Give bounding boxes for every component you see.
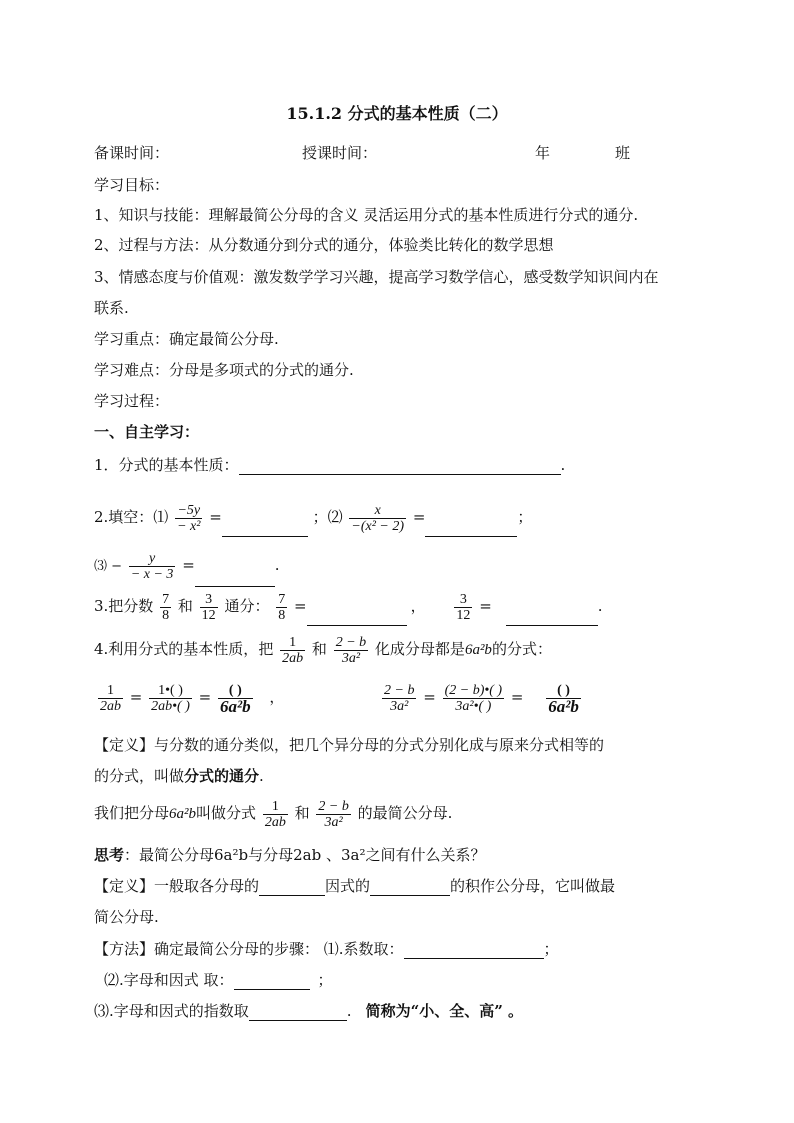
class-label: 班 xyxy=(615,144,631,162)
question-1-end: . xyxy=(560,456,566,474)
definition-term: 分式的通分 xyxy=(184,767,260,785)
fraction xyxy=(129,551,176,582)
numerator: 1 xyxy=(280,635,305,651)
fraction xyxy=(454,592,472,623)
work-line-left xyxy=(96,677,284,717)
step-end: . xyxy=(346,1002,352,1020)
question-5-text: 化成分母都是 xyxy=(374,640,465,658)
lcd-text: 叫做分式 xyxy=(196,804,257,822)
definition-text: 的积作公分母，它叫做最 xyxy=(450,877,616,895)
question-1 xyxy=(94,455,565,475)
fraction xyxy=(334,635,368,666)
question-4-text: 通分： xyxy=(224,597,270,615)
and-text: 和 xyxy=(311,640,327,658)
fraction xyxy=(149,683,192,714)
definition-text: 【定义】一般取各分母的 xyxy=(94,877,260,895)
question-4-text: 3.把分数 xyxy=(94,597,154,615)
equals-sign: = xyxy=(129,688,143,706)
year-label: 年 xyxy=(535,144,551,162)
question-5 xyxy=(94,629,552,670)
fraction xyxy=(316,799,350,830)
step-2 xyxy=(104,970,333,990)
numerator: (2 − b)•( ) xyxy=(444,682,503,698)
numerator: 1 xyxy=(98,683,123,699)
lcd-statement xyxy=(94,793,452,834)
denominator: 3a²•( ) xyxy=(455,698,492,714)
lcd-text: 的最简公分母. xyxy=(357,804,453,822)
step-text: ⑶.字母和因式的指数取 xyxy=(94,1002,249,1020)
question-4 xyxy=(94,586,603,626)
question-3 xyxy=(94,545,280,587)
numerator: 1 xyxy=(263,799,288,815)
think-label: 思考 xyxy=(94,846,125,864)
answer-blank[interactable] xyxy=(222,520,308,537)
think-text: ：最简公分母6a²b与分母2ab 、3a²之间有什么关系？ xyxy=(124,846,486,864)
answer-blank[interactable] xyxy=(195,570,275,587)
denominator: 12 xyxy=(201,607,216,623)
and-text: 和 xyxy=(177,597,193,615)
answer-blank[interactable] xyxy=(404,942,544,959)
question-2-sep: ；⑵ xyxy=(312,508,343,526)
fraction xyxy=(443,683,505,714)
denominator: 3a² xyxy=(341,650,361,666)
section-heading: 一、自主学习： xyxy=(94,423,200,441)
answer-blank[interactable] xyxy=(506,609,598,626)
definition-1-cont xyxy=(94,766,264,786)
numerator: 7 xyxy=(162,591,170,607)
fraction xyxy=(349,503,406,534)
answer-blank[interactable] xyxy=(259,879,325,896)
fraction xyxy=(200,592,218,623)
equals-sign: = xyxy=(479,597,492,615)
numerator: 7 xyxy=(278,591,286,607)
numerator: 2 − b xyxy=(335,634,367,650)
objective-2: 2、过程与方法：从分数通分到分式的通分，体验类比转化的数学思想 xyxy=(94,236,554,254)
key-point: 学习重点：确定最简公分母. xyxy=(94,330,279,348)
process-heading: 学习过程： xyxy=(94,392,170,410)
denominator: 2ab xyxy=(282,650,304,666)
definition-text: 的分式，叫做 xyxy=(94,767,185,785)
page-title: 15.1.2 分式的基本性质（二） xyxy=(286,104,508,123)
question-5-text: 的分式： xyxy=(491,640,552,658)
question-2-label: 2.填空：⑴ xyxy=(94,508,169,526)
numerator: x xyxy=(349,503,406,519)
equals-sign: = xyxy=(423,688,436,706)
question-5-text: 4.利用分式的基本性质，把 xyxy=(94,640,274,658)
numerator: ( ) xyxy=(546,683,581,699)
objective-3-cont: 联系. xyxy=(94,299,129,317)
denominator: 12 xyxy=(456,607,471,623)
method-text: 【方法】确定最简公分母的步骤： ⑴.系数取： xyxy=(94,940,404,958)
denominator: − x − 3 xyxy=(130,566,174,582)
numerator: ( ) xyxy=(218,683,253,699)
question-3-end: . xyxy=(274,556,280,574)
definition-text: 因式的 xyxy=(325,877,371,895)
step-text: ⑵.字母和因式 取： xyxy=(104,971,234,989)
lcd-expr: 6a²b xyxy=(169,806,197,822)
and-text: 和 xyxy=(294,804,310,822)
fraction xyxy=(280,635,305,666)
answer-blank[interactable] xyxy=(249,1004,347,1021)
fraction xyxy=(382,683,416,714)
equals-sign: = xyxy=(510,688,524,706)
numerator: 1•( ) xyxy=(149,683,192,699)
fraction xyxy=(175,503,202,534)
step-end: ； xyxy=(317,971,333,989)
question-2-end: ； xyxy=(517,508,533,526)
denominator: 8 xyxy=(162,607,170,623)
definition-end: . xyxy=(259,767,264,785)
equals-sign: = xyxy=(209,508,222,526)
denominator: 2ab•( ) xyxy=(151,698,190,714)
objective-3: 3、情感态度与价值观：激发数学学习兴趣，提高学习数学信心，感受数学知识间内在 xyxy=(94,268,659,286)
definition-2 xyxy=(94,876,615,896)
teach-time-label: 授课时间： xyxy=(302,144,378,162)
denominator: 3a² xyxy=(324,814,343,830)
target-denominator: 6a²b xyxy=(464,642,492,658)
equals-sign: = xyxy=(182,556,195,574)
objectives-heading: 学习目标： xyxy=(94,176,170,194)
step-3 xyxy=(94,1001,523,1021)
objective-1: 1、知识与技能：理解最简公分母的含义 灵活运用分式的基本性质进行分式的通分. xyxy=(94,206,639,224)
summary-note: 简称为“小、全、高” 。 xyxy=(365,1002,524,1020)
numerator: y xyxy=(129,551,176,567)
definition-2-cont: 简公分母. xyxy=(94,908,159,926)
denominator: − x² xyxy=(177,518,201,534)
fraction xyxy=(160,592,171,623)
numerator: 3 xyxy=(454,592,472,608)
numerator: −5y xyxy=(175,503,202,519)
method xyxy=(94,939,559,959)
denominator: 3a² xyxy=(390,698,409,714)
definition-1: 【定义】与分数的通分类似，把几个异分母的分式分别化成与原来分式相等的 xyxy=(94,736,605,754)
equals-sign: = xyxy=(294,597,307,615)
method-end: ； xyxy=(543,940,559,958)
prep-time-label: 备课时间： xyxy=(94,144,170,162)
comma: ， xyxy=(269,688,285,706)
question-3-label: ⑶ − xyxy=(94,559,123,574)
denominator: 6a²b xyxy=(220,696,251,716)
fraction xyxy=(263,799,288,830)
answer-blank[interactable] xyxy=(234,973,310,990)
denominator: 6a²b xyxy=(548,696,579,716)
lcd-text: 我们把分母 xyxy=(94,804,170,822)
numerator: 2 − b xyxy=(318,798,349,814)
numerator: 3 xyxy=(200,592,218,608)
question-1-text: 1．分式的基本性质： xyxy=(94,456,239,474)
work-line-right xyxy=(380,677,583,717)
fraction xyxy=(218,683,253,714)
answer-blank[interactable] xyxy=(425,520,517,537)
think-question xyxy=(94,845,485,865)
numerator: 2 − b xyxy=(384,682,415,698)
fraction xyxy=(276,592,287,623)
denominator: 2ab xyxy=(100,698,121,714)
equals-sign: = xyxy=(412,508,426,526)
question-4-end: . xyxy=(597,597,603,615)
comma: ， xyxy=(410,597,426,615)
question-2 xyxy=(94,497,532,537)
denominator: −(x² − 2) xyxy=(351,518,405,534)
denominator: 2ab xyxy=(264,814,286,830)
difficulty: 学习难点：分母是多项式的分式的通分. xyxy=(94,361,354,379)
denominator: 8 xyxy=(278,607,286,623)
fraction xyxy=(546,683,581,714)
answer-blank[interactable] xyxy=(370,879,450,896)
equals-sign: = xyxy=(198,688,212,706)
answer-blank[interactable] xyxy=(307,609,407,626)
fraction xyxy=(98,683,123,714)
answer-blank[interactable] xyxy=(239,458,561,475)
